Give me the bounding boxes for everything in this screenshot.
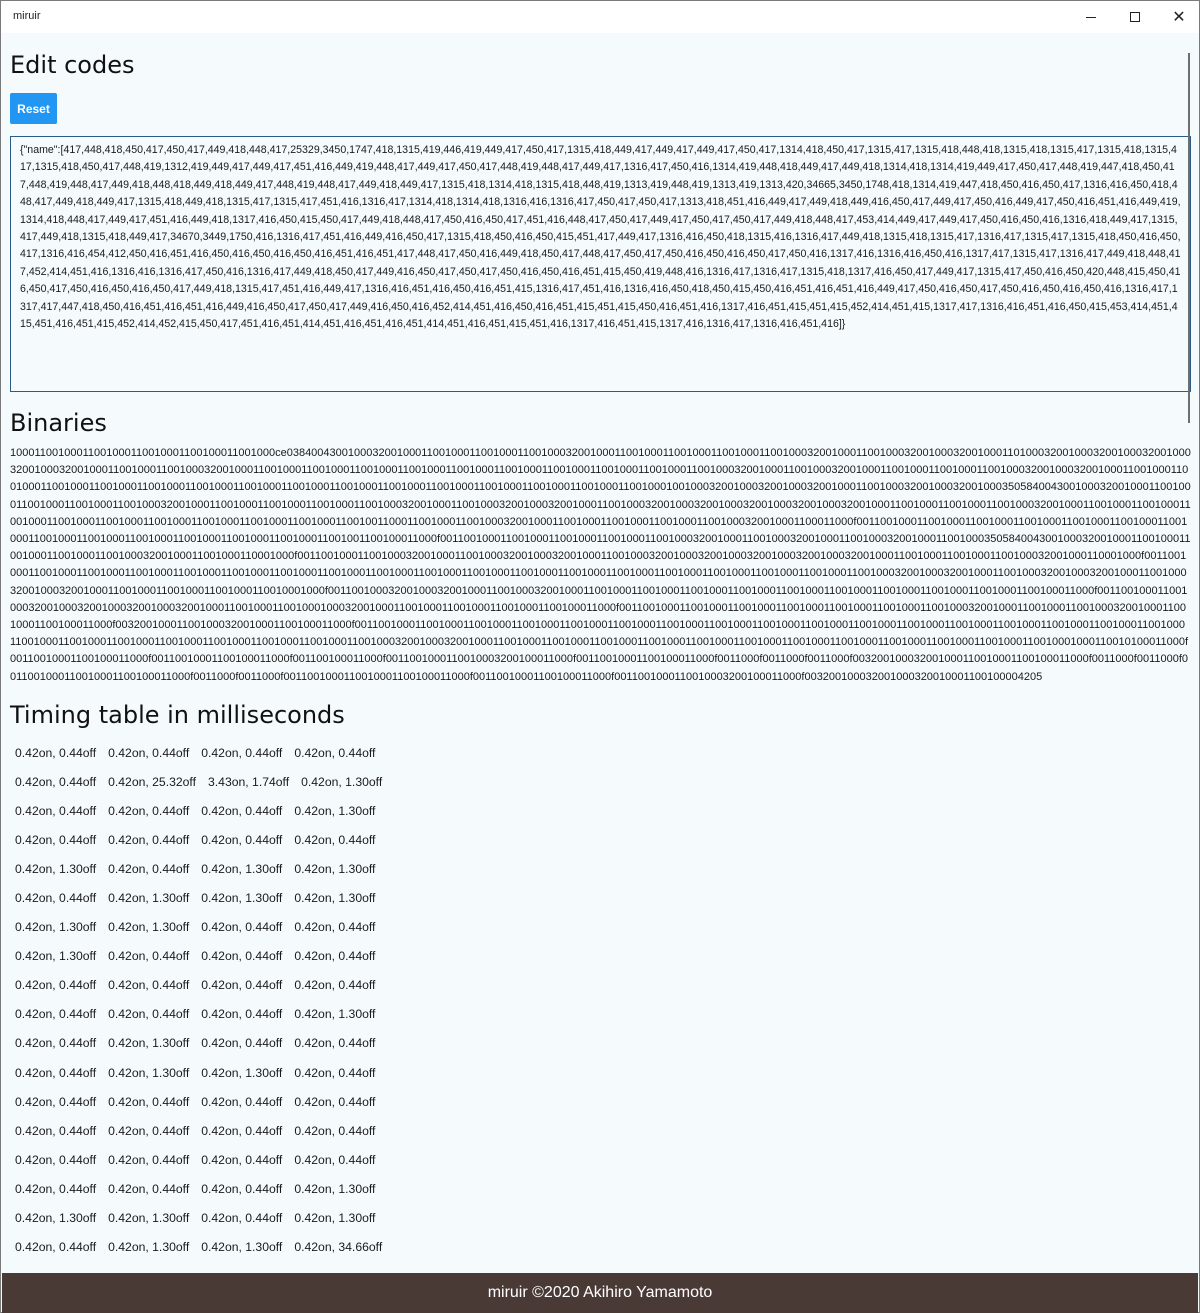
timing-cell: 0.42on, 1.30off bbox=[201, 1065, 283, 1080]
minimize-icon bbox=[1086, 17, 1096, 18]
timing-cell: 0.42on, 0.44off bbox=[15, 774, 97, 789]
binaries-text: 10001100100011001000110010001100100011001000ce0384004300100032001000110010001100100011001000320010001100100011001000110010001100100032001000110010003200100032001000110100032001000320010003200100032001000320010001100100011001000320010001100100011001000110010001100100011001000110010001100100011001000110010001100100032001000110010003200100011001000110010001100100032001000320010001100100011001000110010001100100011001000110010001100100011001000110010001100100011001000110010001100100011001000110010001001000320010003200100032001000110010003200100032001000350584004300100032001000110010001100100011001000110010003200100011001000110010001100100011001000320010001100100032001000320010001100100032001000320010003200100032001000320010001100100011001000110010003200100011001000110010001100100011001000110010001100100011001000110010001100100011001001100011001000110010003200100011001000110010001100100011001000320010001100011000f001100100011001000110010001100100011001000110010001100100011001000110010001100100011001000110010001100100011001001100100011000f001100100011001000110010001100100011001000320010001100100032001000110010003200100011001000350584004300100032001000110010001100100011001000110010003200100011001000110001000f0011001000110010003200100011001000320010003200100011001000320010003200100032001000320010003200100011001000110010001100100032001000110001000f00110010001100100011001000110010001100100011001000110010001100100011001000110010001100100011001000110010001100100011001000110010001100100011001000110010003200100032001000110010003200100032001000110010003200100032001000110010001100100011001000110010001000f0011001000320010003200100011001000320010001100100011001000110010001100100011001000110010001100100011001000110010001100100011000f0011001000110010003200100032001000320010003200100011001000110010001000320010001100100011001000110010001100100011000f001100100011001000110010001100100011001000110010001100100032001000110010001100100032001000110010001100100011000f003200100011001000320010001100100011000f001100100011001000110010001100100011001000110010001100100011001000110010001100100011001000110010001100100011001000110010001100100011001000110010001100100011001000110010001100100011001000110010001100100032001000320010001100100011001000110010001100100011001000110010001100100011001000110010001100100011001000110010001000110010100011000f00110010001100100011000f00110010001100100011000f001100100011000f0011001000110010003200100011000f00110010001100100011000f0011000f0011000f0011000f003200100032001000110010001100100011000f0011000f0011000f0011001000110010001100100011000f0011000f0011000f0011001000110010001100100011000f00110010001100100011000f0011001000110010003200100011000f003200100032001000320010001100100004205 bbox=[10, 447, 1191, 683]
timing-cell: 0.42on, 0.44off bbox=[294, 1123, 376, 1138]
codes-textarea[interactable]: {"name":[417,448,418,450,417,450,417,449,418,448,417,25329,3450,1747,418,1315,419,446,419,449,417,450,417,1315,418,449,417,449,417,449,417,450,417,1314,418,450,417,1315,417,1315,418,448,418,1315,418,1315,417,1315,418,1315,417,1315,418,450,417,448,419,1312,419,449,417,449,417,451,416,449,419,448,417,449,417,450,417,448,419,448,417,449,417,1316,417,450,416,1314,419,448,418,449,417,449,418,1314,418,1314,419,449,417,450,417,448,419,447,418,450,417,448,419,448,417,449,418,448,418,449,418,449,417,448,419,448,417,449,418,449,417,1315,418,1314,418,1315,418,448,419,1313,419,448,419,1313,419,1313,420,34665,3450,1748,418,1314,419,447,418,450,416,450,417,1316,416,450,418,448,417,449,418,449,417,1315,418,449,418,1315,417,1315,417,451,416,1316,417,1314,418,1314,418,1316,416,1316,417,450,417,450,417,1313,418,451,416,449,417,449,418,449,416,450,417,449,417,450,416,449,417,450,416,451,416,449,419,1314,418,448,417,449,417,451,416,449,418,1317,416,450,415,450,417,449,418,448,417,450,416,450,417,451,416,448,417,450,417,449,417,450,417,450,417,449,418,448,417,453,414,449,417,449,417,450,416,450,416,1316,418,449,417,1315,417,449,418,1315,418,449,417,34670,3449,1750,416,1316,417,451,416,449,416,450,417,1315,418,450,416,450,415,451,417,449,417,1316,416,450,418,1315,416,1316,417,449,418,1315,418,1315,417,1316,417,1315,417,1315,418,450,416,450,417,1316,416,454,412,450,416,451,416,450,416,450,416,450,416,451,416,451,417,448,417,450,416,449,418,450,417,448,417,450,417,450,416,450,416,450,417,450,416,1317,416,1316,416,450,416,1317,417,1315,417,1316,417,449,418,448,417,452,414,451,416,1316,416,1316,417,450,416,1316,417,449,418,450,417,449,416,450,417,450,417,450,416,450,416,451,415,450,419,448,416,1316,417,1316,417,1315,418,1317,416,450,417,449,417,1315,417,450,416,450,420,448,415,450,416,450,417,450,416,450,416,450,417,449,418,1315,417,451,416,449,417,1316,416,451,416,450,416,451,415,1316,417,451,416,1316,416,450,418,450,415,450,416,451,416,451,416,449,417,450,416,450,417,450,416,450,416,450,416,1316,417,1317,417,447,418,450,416,451,416,451,416,449,416,450,417,450,417,449,416,450,416,452,414,451,416,450,416,451,415,451,415,450,416,451,416,1317,416,451,415,451,415,452,414,451,415,1317,417,1316,416,451,416,450,415,453,414,451,415,451,416,451,415,452,414,452,415,450,417,451,416,451,414,451,416,451,416,451,414,451,416,451,415,451,416,1317,416,451,415,1317,416,1316,417,1316,416,451,416]} bbox=[10, 136, 1191, 392]
timing-cell: 0.42on, 0.44off bbox=[294, 832, 376, 847]
timing-cell: 0.42on, 0.44off bbox=[201, 1007, 283, 1022]
binaries-heading: Binaries bbox=[10, 409, 107, 437]
timing-cell: 0.42on, 0.44off bbox=[108, 1152, 190, 1167]
timing-row bbox=[15, 913, 615, 942]
timing-row bbox=[15, 825, 615, 854]
timing-cell: 0.42on, 1.30off bbox=[294, 1181, 376, 1196]
timing-row bbox=[15, 1029, 615, 1058]
timing-cell: 0.42on, 0.44off bbox=[294, 1065, 376, 1080]
timing-cell: 0.42on, 0.44off bbox=[294, 1094, 376, 1109]
timing-cell: 0.42on, 0.44off bbox=[15, 1094, 97, 1109]
timing-cell: 0.42on, 0.44off bbox=[15, 1240, 97, 1255]
timing-cell: 0.42on, 0.44off bbox=[15, 803, 97, 818]
timing-cell: 0.42on, 0.44off bbox=[15, 1181, 97, 1196]
timing-cell: 0.42on, 0.44off bbox=[201, 1094, 283, 1109]
timing-row bbox=[15, 767, 615, 796]
timing-cell: 0.42on, 0.44off bbox=[108, 1181, 190, 1196]
timing-cell: 0.42on, 1.30off bbox=[108, 1240, 190, 1255]
timing-cell: 0.42on, 1.30off bbox=[201, 891, 283, 906]
main-content bbox=[1, 33, 1199, 1273]
maximize-icon bbox=[1130, 12, 1140, 22]
maximize-button[interactable] bbox=[1113, 1, 1157, 33]
timing-cell: 0.42on, 1.30off bbox=[15, 949, 97, 964]
timing-cell: 0.42on, 1.30off bbox=[294, 803, 376, 818]
timing-cell: 0.42on, 1.30off bbox=[108, 1211, 190, 1226]
timing-cell: 0.42on, 0.44off bbox=[294, 1036, 376, 1051]
timing-cell: 0.42on, 0.44off bbox=[108, 1007, 190, 1022]
timing-cell: 0.42on, 34.66off bbox=[294, 1240, 383, 1255]
timing-row bbox=[15, 854, 615, 883]
timing-cell: 0.42on, 0.44off bbox=[15, 1065, 97, 1080]
timing-cell: 0.42on, 0.44off bbox=[294, 920, 376, 935]
timing-cell: 0.42on, 0.44off bbox=[108, 745, 190, 760]
timing-cell: 0.42on, 0.44off bbox=[294, 949, 376, 964]
timing-cell: 0.42on, 0.44off bbox=[201, 1181, 283, 1196]
timing-cell: 0.42on, 0.44off bbox=[201, 803, 283, 818]
timing-row bbox=[15, 1233, 615, 1262]
timing-row bbox=[15, 738, 615, 767]
close-icon: ✕ bbox=[1172, 7, 1186, 26]
timing-cell: 0.42on, 1.30off bbox=[294, 861, 376, 876]
vertical-scrollbar[interactable] bbox=[1188, 53, 1190, 423]
timing-cell: 0.42on, 0.44off bbox=[294, 745, 376, 760]
timing-cell: 0.42on, 0.44off bbox=[15, 1036, 97, 1051]
timing-cell: 0.42on, 0.44off bbox=[201, 1123, 283, 1138]
timing-cell: 0.42on, 0.44off bbox=[201, 949, 283, 964]
timing-cell: 0.42on, 1.30off bbox=[301, 774, 383, 789]
timing-cell: 0.42on, 0.44off bbox=[201, 1036, 283, 1051]
timing-cell: 0.42on, 0.44off bbox=[201, 1211, 283, 1226]
timing-row bbox=[15, 796, 615, 825]
title-bar[interactable] bbox=[1, 1, 1199, 33]
timing-table bbox=[15, 738, 615, 1262]
timing-row bbox=[15, 883, 615, 912]
timing-cell: 3.43on, 1.74off bbox=[208, 774, 290, 789]
window-title: miruir bbox=[13, 10, 41, 22]
timing-cell: 0.42on, 0.44off bbox=[108, 1094, 190, 1109]
minimize-button[interactable] bbox=[1069, 1, 1113, 33]
timing-cell: 0.42on, 0.44off bbox=[15, 978, 97, 993]
timing-row bbox=[15, 1204, 615, 1233]
timing-cell: 0.42on, 0.44off bbox=[108, 978, 190, 993]
timing-cell: 0.42on, 0.44off bbox=[108, 949, 190, 964]
timing-row bbox=[15, 1174, 615, 1203]
timing-cell: 0.42on, 0.44off bbox=[15, 1007, 97, 1022]
timing-cell: 0.42on, 0.44off bbox=[201, 745, 283, 760]
timing-cell: 0.42on, 0.44off bbox=[15, 1152, 97, 1167]
timing-cell: 0.42on, 0.44off bbox=[201, 1152, 283, 1167]
timing-heading: Timing table in milliseconds bbox=[10, 701, 345, 729]
timing-cell: 0.42on, 1.30off bbox=[294, 891, 376, 906]
timing-cell: 0.42on, 0.44off bbox=[201, 832, 283, 847]
timing-cell: 0.42on, 1.30off bbox=[108, 891, 190, 906]
timing-cell: 0.42on, 0.44off bbox=[108, 832, 190, 847]
timing-cell: 0.42on, 0.44off bbox=[294, 1152, 376, 1167]
reset-button[interactable]: Reset bbox=[10, 93, 57, 124]
timing-cell: 0.42on, 1.30off bbox=[108, 1065, 190, 1080]
timing-cell: 0.42on, 0.44off bbox=[201, 920, 283, 935]
timing-row bbox=[15, 1116, 615, 1145]
timing-row bbox=[15, 1000, 615, 1029]
timing-cell: 0.42on, 1.30off bbox=[294, 1211, 376, 1226]
close-button[interactable] bbox=[1157, 1, 1200, 33]
timing-cell: 0.42on, 0.44off bbox=[108, 1123, 190, 1138]
timing-row bbox=[15, 942, 615, 971]
timing-cell: 0.42on, 1.30off bbox=[15, 861, 97, 876]
timing-row bbox=[15, 1058, 615, 1087]
timing-row bbox=[15, 971, 615, 1000]
timing-row bbox=[15, 1087, 615, 1116]
timing-cell: 0.42on, 0.44off bbox=[201, 978, 283, 993]
timing-cell: 0.42on, 0.44off bbox=[15, 1123, 97, 1138]
timing-cell: 0.42on, 1.30off bbox=[294, 1007, 376, 1022]
timing-cell: 0.42on, 1.30off bbox=[15, 1211, 97, 1226]
timing-cell: 0.42on, 1.30off bbox=[15, 920, 97, 935]
timing-cell: 0.42on, 1.30off bbox=[108, 1036, 190, 1051]
timing-cell: 0.42on, 1.30off bbox=[201, 1240, 283, 1255]
footer bbox=[2, 1273, 1198, 1313]
timing-cell: 0.42on, 0.44off bbox=[15, 832, 97, 847]
timing-cell: 0.42on, 0.44off bbox=[294, 978, 376, 993]
edit-codes-heading: Edit codes bbox=[10, 51, 135, 79]
timing-cell: 0.42on, 0.44off bbox=[15, 891, 97, 906]
timing-cell: 0.42on, 25.32off bbox=[108, 774, 196, 789]
timing-row bbox=[15, 1145, 615, 1174]
timing-cell: 0.42on, 0.44off bbox=[108, 803, 190, 818]
timing-cell: 0.42on, 1.30off bbox=[108, 920, 190, 935]
timing-cell: 0.42on, 0.44off bbox=[15, 745, 97, 760]
timing-cell: 0.42on, 1.30off bbox=[201, 861, 283, 876]
timing-cell: 0.42on, 0.44off bbox=[108, 861, 190, 876]
copyright-text: miruir ©2020 Akihiro Yamamoto bbox=[487, 1284, 713, 1301]
